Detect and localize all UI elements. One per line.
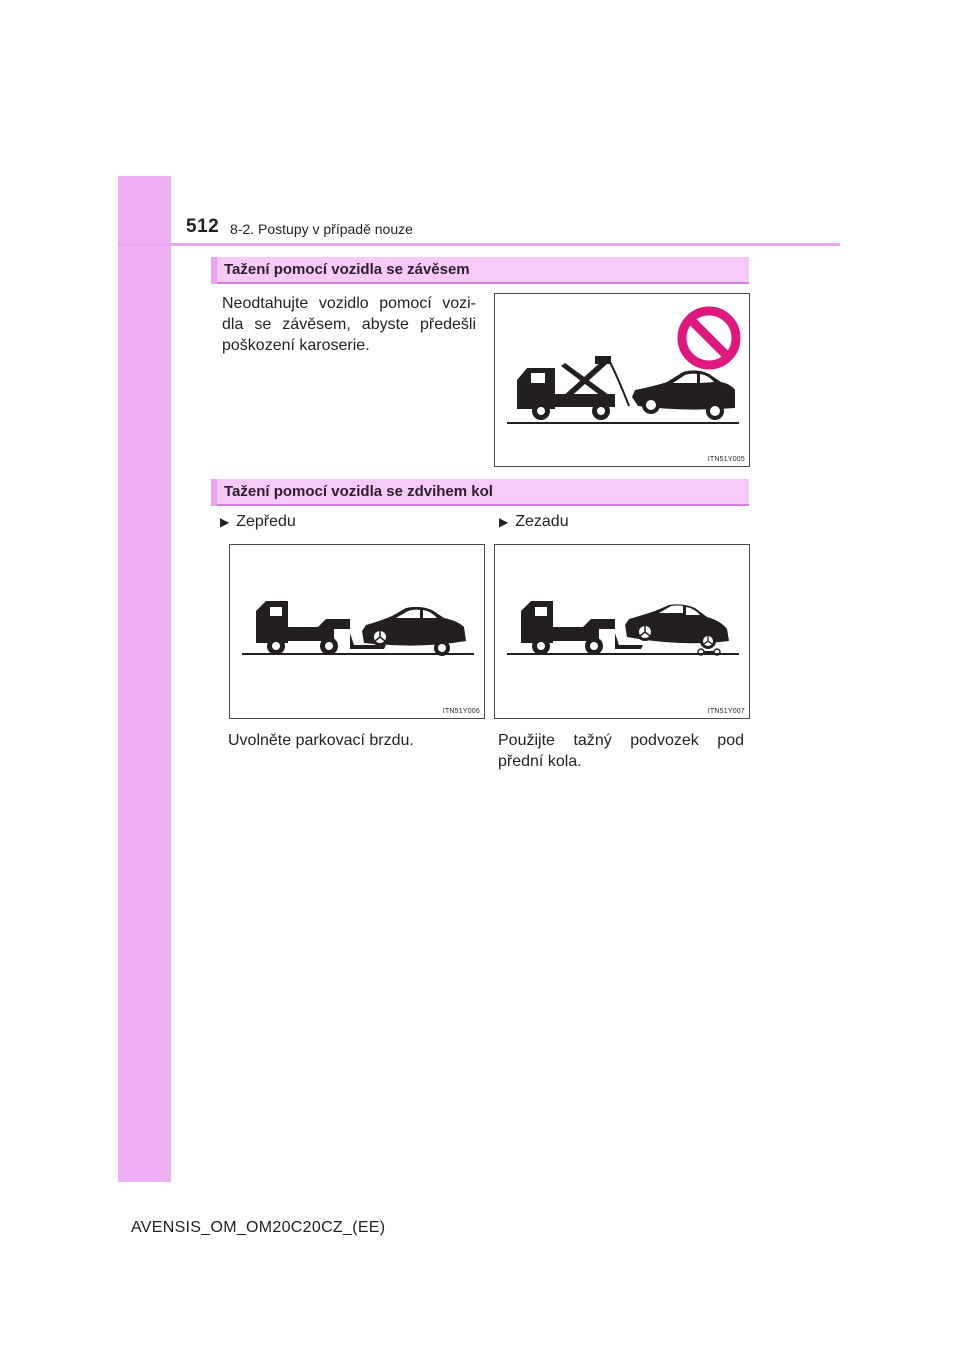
figure-code: ITN51Y006 <box>442 708 480 715</box>
tow-sling-illustration <box>495 294 751 468</box>
header-rule <box>118 243 840 246</box>
page-number: 512 <box>186 216 220 237</box>
figure-tow-sling-truck <box>494 293 750 467</box>
figure-wheel-lift-front <box>229 544 485 719</box>
figure-code: ITN51Y007 <box>707 708 745 715</box>
chapter-title: 8-2. Postupy v případě nouze <box>230 221 413 237</box>
rear-caption: Použijte tažný podvozek pod přední kola. <box>498 732 744 770</box>
triangle-bullet-icon: ▶ <box>499 515 509 529</box>
section-title-wheel-lift: Tažení pomocí vozidla se zdvihem kol <box>211 479 749 506</box>
footer-doc-id: AVENSIS_OM_OM20C20CZ_(EE) <box>131 1219 386 1236</box>
section-title-tow-sling: Tažení pomocí vozidla se závěsem <box>211 257 749 284</box>
sidebar-tab <box>118 176 171 1182</box>
prohibited-icon <box>682 311 736 365</box>
wheel-lift-rear-illustration <box>495 545 751 720</box>
subheading-rear <box>499 513 569 531</box>
wheel-lift-front-illustration <box>230 545 486 720</box>
subheading-rear-label: Zezadu <box>515 513 569 530</box>
figure-code: ITN51Y005 <box>707 456 745 463</box>
triangle-bullet-icon: ▶ <box>220 515 230 529</box>
front-caption: Uvolněte parkovací brzdu. <box>228 732 414 749</box>
figure-wheel-lift-rear <box>494 544 750 719</box>
subheading-front-label: Zepředu <box>236 513 296 530</box>
tow-sling-warning-text: Neodtahujte vozidlo pomocí vozi-dla se závěsem, abyste předešli poškození karoserie. <box>222 295 476 354</box>
subheading-front <box>220 513 296 531</box>
towed-car-shape <box>632 370 735 420</box>
